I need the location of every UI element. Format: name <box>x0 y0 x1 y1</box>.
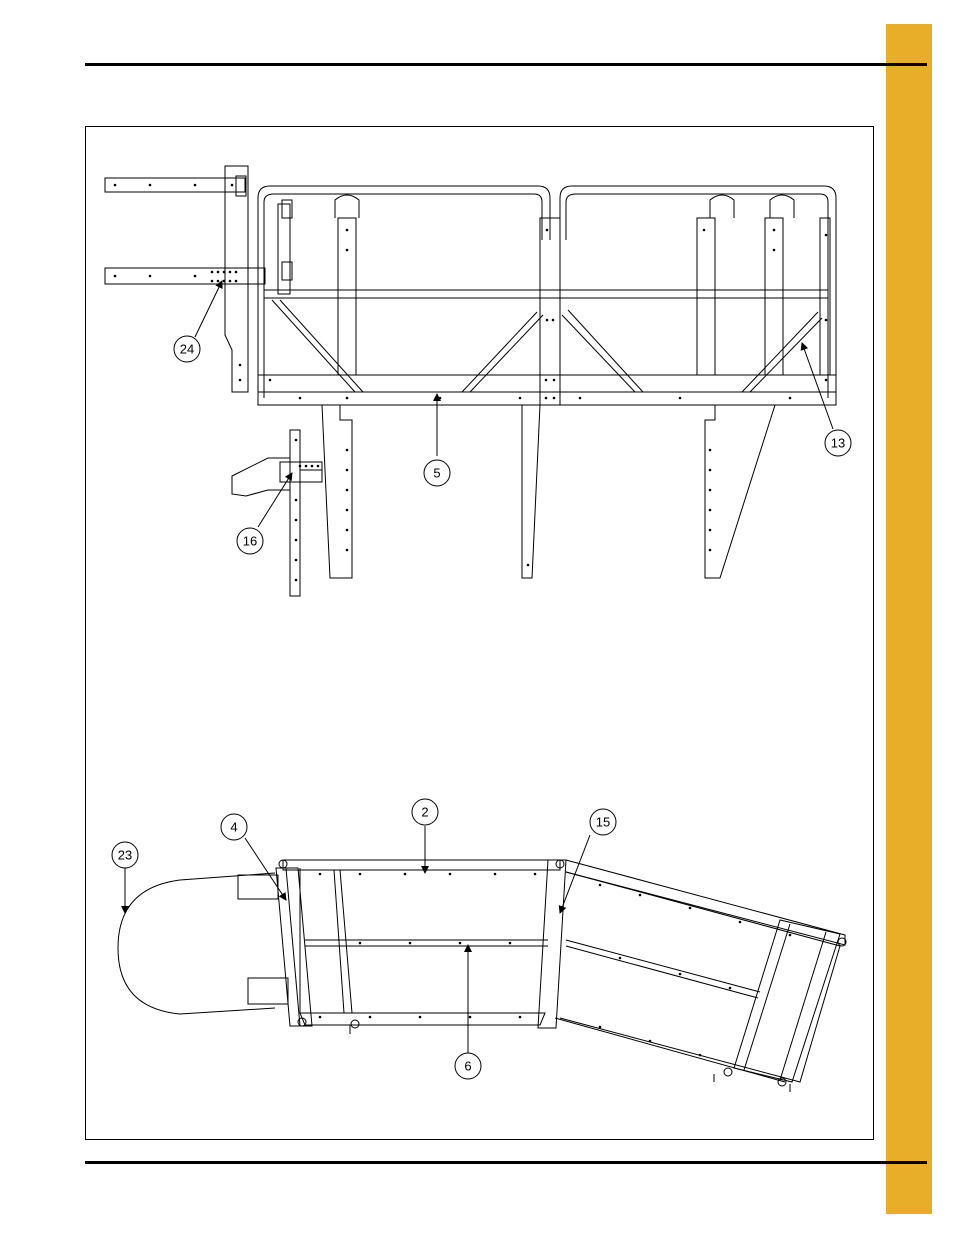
callout-16 <box>237 528 263 554</box>
callout-15-label: 15 <box>595 814 611 830</box>
callout-24-label: 24 <box>179 341 195 357</box>
deck-bolt-holes <box>319 873 792 1057</box>
callout-13-label: 13 <box>830 435 846 451</box>
platform-plan-view <box>118 860 846 1092</box>
leader-lines <box>125 281 833 1053</box>
callout-2-label: 2 <box>421 804 429 820</box>
callout-23-label: 23 <box>117 847 133 863</box>
callout-6-label: 6 <box>464 1058 472 1074</box>
callout-5-label: 5 <box>433 465 441 481</box>
callout-4-label: 4 <box>230 819 238 835</box>
callout-16-label: 16 <box>242 533 258 549</box>
callout-13 <box>825 430 851 456</box>
handrail-elevation-view <box>105 166 836 578</box>
callout-15 <box>590 809 616 835</box>
callout-6 <box>455 1053 481 1079</box>
callout-23 <box>112 842 138 868</box>
clip-bolt-holes <box>295 439 320 582</box>
callout-24 <box>174 336 200 362</box>
callout-4 <box>221 814 247 840</box>
callout-5 <box>424 460 450 486</box>
callout-2 <box>412 799 438 825</box>
clip-assembly-view <box>232 430 322 596</box>
